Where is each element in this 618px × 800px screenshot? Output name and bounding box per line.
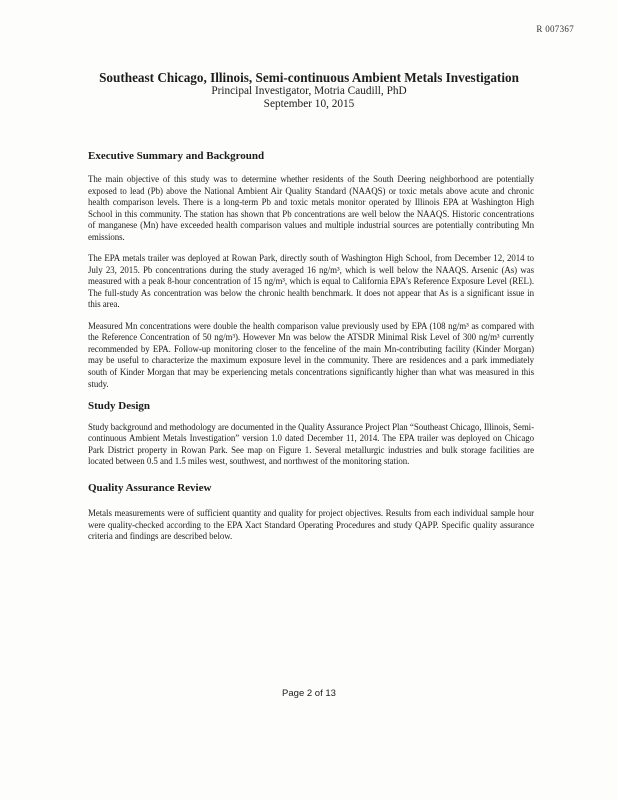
paragraph: The EPA metals trailer was deployed at Rowan Park, directly south of Washington High School, from December 12, 2014 to July 23, 2015. Pb concentrations during the study averaged 16 ng/m³, which is well below the NAAQS. Arsenic (As) was measured with a peak 8-hour concentration of 15 ng/m³, which is equal to California EPA's Reference Exposure Level (REL). The full-study As concentration was below the chronic health benchmark. It does not appear that As is a significant issue in this area. [88,253,534,310]
principal-investigator: Principal Investigator, Motria Caudill, PhD [211,85,407,97]
section-heading-quality-assurance: Quality Assurance Review [88,481,212,494]
paragraph: Metals measurements were of sufficient quantity and quality for project objectives. Results from each individual sample hour were quality-checked according to the EPA Xact Standard Operating Procedures and study QAPP. Specific quality assurance criteria and findings are described below. [88,507,534,542]
paragraph: The main objective of this study was to determine whether residents of the South Deering neighborhood are potentially exposed to lead (Pb) above the National Ambient Air Quality Standard (NAAQS) or toxic metals above acute and chronic health comparison levels. There is a long-term Pb and toxic metals monitor operated by Illinois EPA at Washington High School in this community. The station has shown that Pb concentrations are well below the NAAQS. Historic concentrations of manganese (Mn) have exceeded health comparison values and multiple industrial sources are potentially contributing Mn emissions. [88,174,534,242]
section-heading-executive-summary: Executive Summary and Background [88,150,265,162]
document-date: September 10, 2015 [263,98,355,110]
document-body [88,150,534,552]
document-number: R 007367 [536,24,574,34]
section-heading-study-design: Study Design [88,399,151,412]
paragraph: Measured Mn concentrations were double the health comparison value previously used by EPA (108 ng/m³ as compared with the Reference Concentration of 50 ng/m³). However Mn was below the ATSDR Minimal Risk Level of 300 ng/m³ currently recommended by EPA. Follow-up monitoring closer to the fenceline of the main Mn-contributing facility (Kinder Morgan) may be useful to characterize the maximum exposure level in the community. There are residences and a park immediately south of Kinder Morgan that may be experiencing metals concentrations significantly higher than what was measured in this study. [88,320,534,389]
title-block [0,70,618,111]
page-number: Page 2 of 13 [282,688,336,699]
document-title: Southeast Chicago, Illinois, Semi-continuous Ambient Metals Investigation [99,70,519,85]
paragraph: Study background and methodology are documented in the Quality Assurance Project Plan “Southeast Chicago, Illinois, Semi-continuous Ambient Metals Investigation” version 1.0 dated December 11, 2014. The EPA trailer was deployed on Chicago Park District property in Rowan Park. See map on Figure 1. Several metallurgic industries and bulk storage facilities are located between 0.5 and 1.5 miles west, southwest, and northwest of the monitoring station. [88,421,534,467]
